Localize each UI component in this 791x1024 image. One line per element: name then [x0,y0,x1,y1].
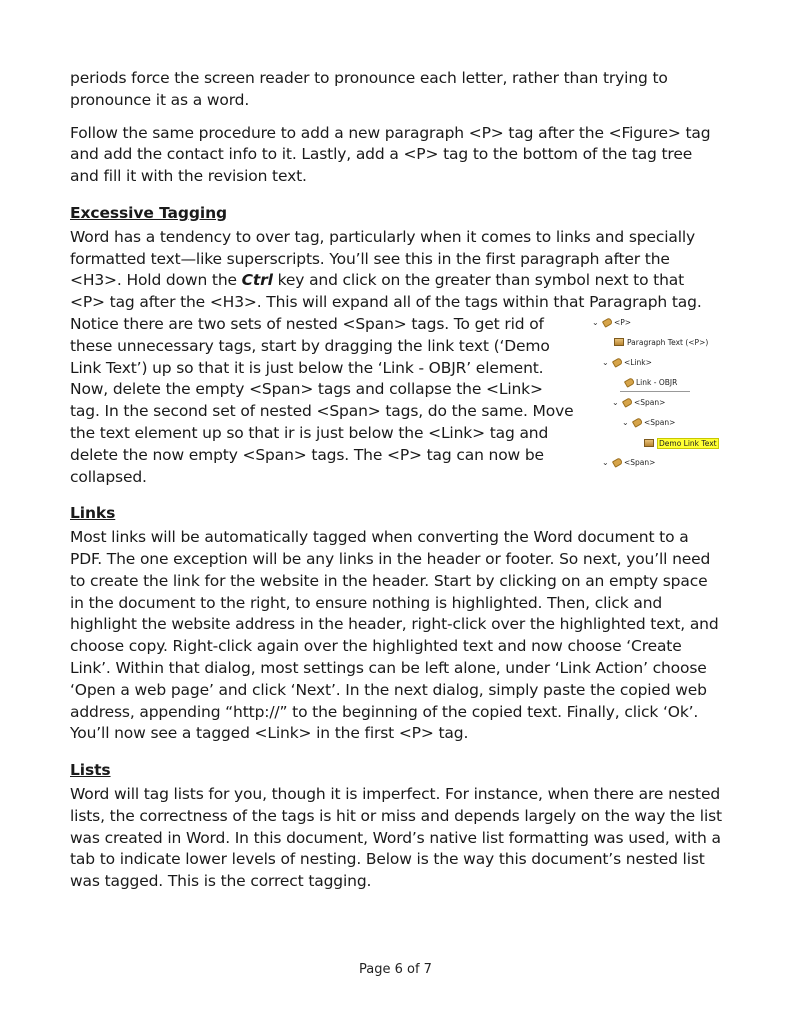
tag-icon [624,378,633,386]
links-heading: Links [70,504,116,523]
ctrl-key-text: Ctrl [241,271,273,290]
tag-icon [602,318,611,326]
excessive-tagging-heading: Excessive Tagging [70,203,228,222]
tree-row-p: ⌄ <P> [592,317,632,327]
tree-row-paragraph-text: Paragraph Text (<P>) [614,338,708,347]
chevron-down-icon: ⌄ [612,397,619,407]
intro-paragraph-1: periods force the screen reader to pronounce each letter, rather than trying to pronounce it as a word. [70,69,668,109]
tag-tree-screenshot [590,314,730,474]
tag-icon [612,358,621,366]
links-paragraph: Most links will be automatically tagged when converting the Word document to a PDF. The one exception will be any links in the header or footer. So next, you’ll need to create the link for the website in the header. Start by clicking on an empty space in the document to the right, to ensure nothing is highlighted. Then, click and highlight the website address in the header, right-click over the highlighted text, and choose copy. Right-click again over the highlighted text and now choose ‘Create Link’. Within that dialog, most settings can be left alone, under ‘Link Action’ choose ‘Open a web page’ and click ‘Next’. In the next dialog, simply paste the copied web address, appending “http://” to the beginning of the copied text. Finally, click ‘Ok’. You’ll now see a tagged <Link> in the first <P> tag. [70,528,719,743]
nested-span-paragraph: Notice there are two sets of nested <Span> tags. To get rid of these unnecessary tags, start by dragging the link text (‘Demo Link Text’) up so that it is just below the ‘Link - OBJR’ element. Now, delete the empty <Span> tags and collapse the <Link> tag. In the second set of nested <Span> tags, do the same. Move the text element up so that ir is just below the <Link> tag and delete the now empty <Span> tags. The <P> tag can now be collapsed. [70,314,574,486]
tree-row-link: ⌄ <Link> [602,357,652,367]
drop-indicator-line [620,391,690,392]
chevron-down-icon: ⌄ [592,317,599,327]
tag-icon [632,418,641,426]
page-number-footer: Page 6 of 7 [359,962,432,977]
lists-paragraph: Word will tag lists for you, though it is imperfect. For instance, when there are nested lists, the correctness of the tags is hit or miss and depends largely on the way the list was created in Word. In this document, Word’s native list formatting was used, with a tab to indicate lower levels of nesting. Below is the way this document’s nested list was tagged. This is the correct tagging. [70,784,722,891]
content-box-icon [644,439,654,447]
chevron-down-icon: ⌄ [602,457,609,467]
document-body [70,68,722,893]
tree-row-demo-link-text [644,438,719,449]
highlighted-demo-link-text: Demo Link Text [659,438,717,448]
tree-row-link-objr: Link - OBJR [624,378,677,387]
tree-row-span-1: ⌄ <Span> [612,397,666,407]
tree-row-span-2: ⌄ <Span> [622,417,676,427]
chevron-down-icon: ⌄ [602,357,609,367]
tag-icon [612,458,621,466]
intro-paragraph-2: Follow the same procedure to add a new paragraph <P> tag after the <Figure> tag and add the contact info to it. Lastly, add a <P> tag to the bottom of the tag tree and fill it with the revision text. [70,123,711,186]
tag-icon [622,398,631,406]
chevron-down-icon: ⌄ [622,417,629,427]
excessive-tagging-paragraph: Word has a tendency to over tag, particularly when it comes to links and specially formatted text—like superscripts. You’ll see this in the first paragraph after the <H3>. Hold down the Ctrl key and click on the greater than symbol next to that <P> tag after the <H3>. This will expand all of the tags within that Paragraph tag. [70,227,702,312]
tag-example-section [70,314,722,488]
tree-row-span-3: ⌄ <Span> [602,457,656,467]
content-box-icon [614,338,624,346]
lists-heading: Lists [70,761,111,780]
